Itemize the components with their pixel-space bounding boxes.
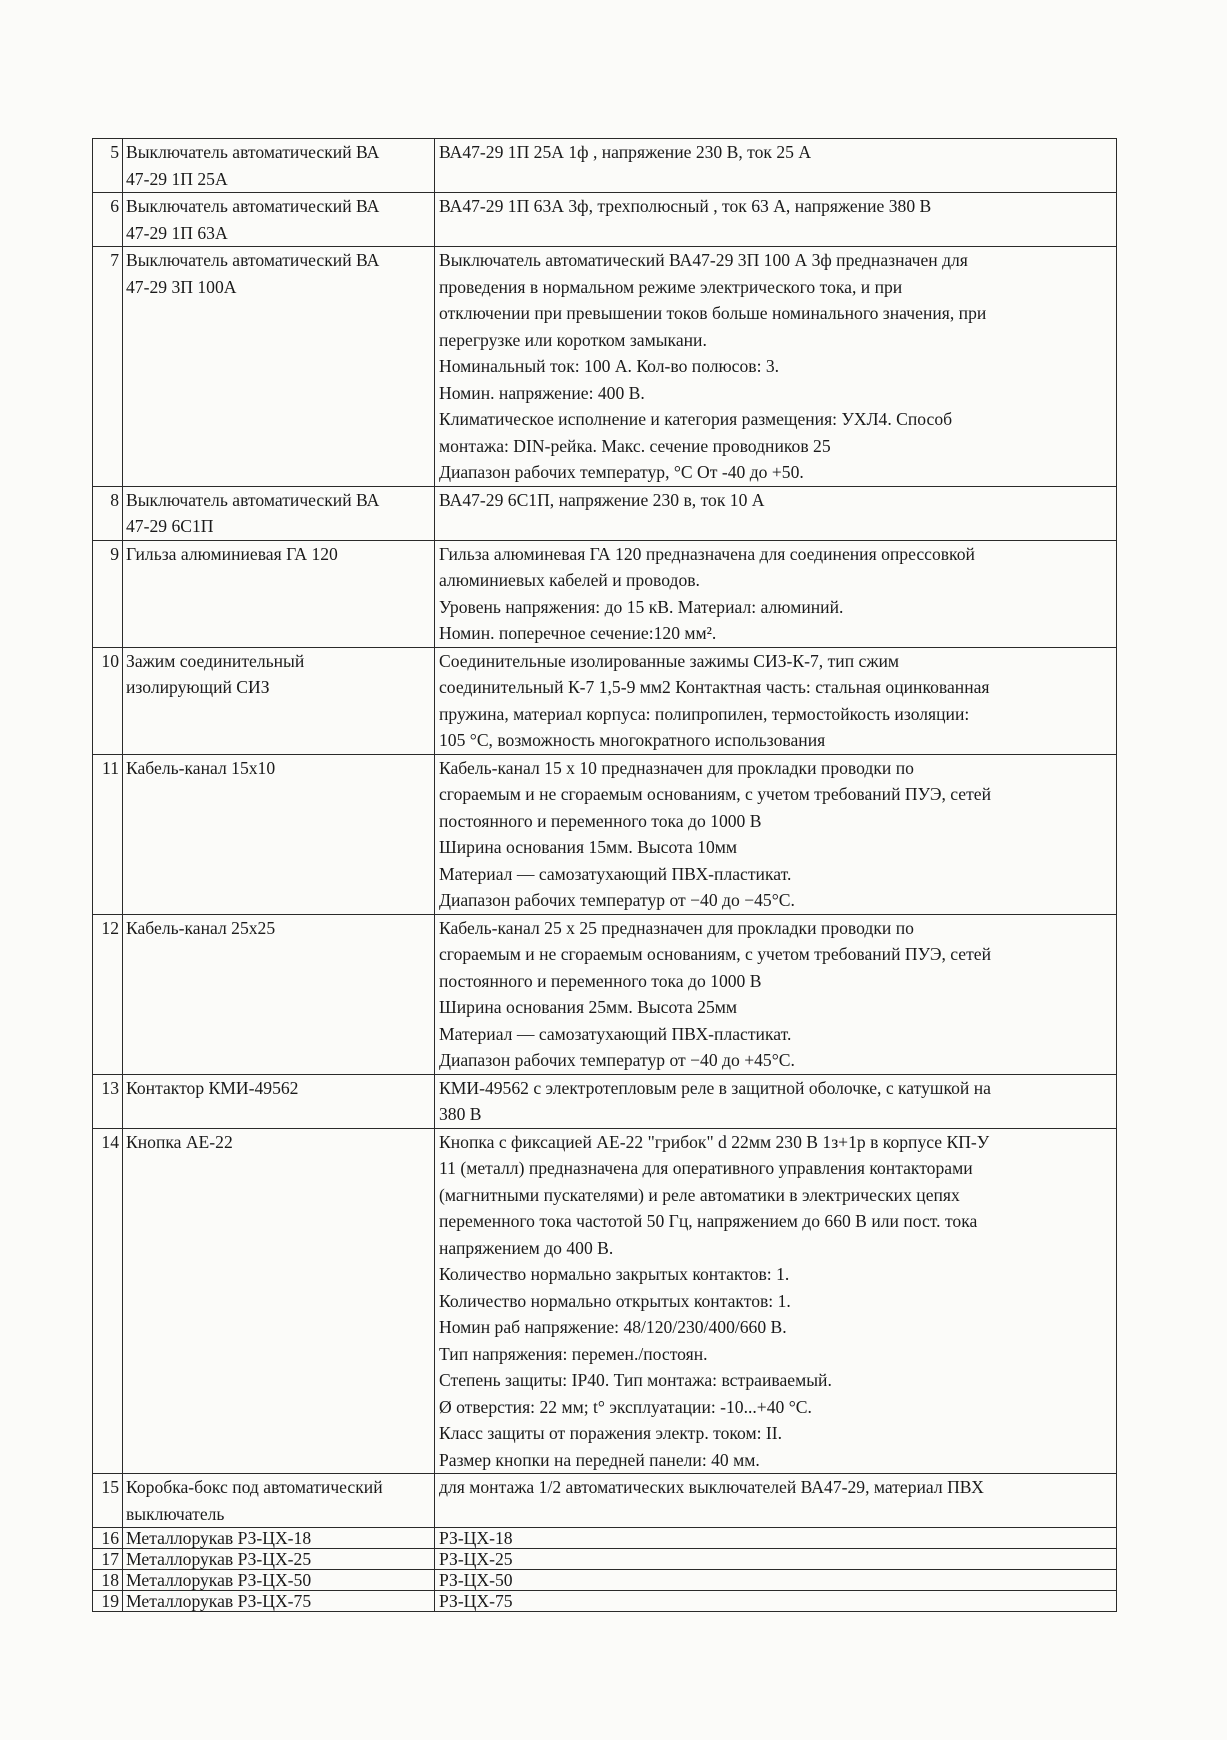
item-description-line: Диапазон рабочих температур, °С От -40 до +50. [439, 462, 804, 482]
item-description-line: Номин. поперечное сечение:120 мм². [439, 623, 717, 643]
item-description-cell [435, 1474, 1117, 1528]
row-number: 16 [93, 1528, 123, 1549]
row-number: 6 [93, 193, 123, 247]
row-number: 19 [93, 1591, 123, 1612]
item-name-line: Выключатель автоматический ВА [126, 196, 380, 216]
item-description-line: алюминиевых кабелей и проводов. [439, 570, 700, 590]
table-row [93, 914, 1117, 1074]
item-name-line: Кабель-канал 25х25 [126, 917, 276, 938]
item-name-cell [123, 1474, 435, 1528]
item-description-line: перегрузке или коротком замыкани. [439, 329, 707, 350]
table-row [93, 1528, 1117, 1549]
item-name-cell [123, 754, 435, 914]
table-row [93, 193, 1117, 247]
item-description-cell [435, 914, 1117, 1074]
item-description-line: (магнитными пускателями) и реле автоматики в электрических цепях [439, 1184, 960, 1205]
row-number: 13 [93, 1074, 123, 1128]
item-name-cell [123, 647, 435, 754]
item-name-line: 47-29 1П 63А [126, 222, 228, 243]
table-row [93, 1570, 1117, 1591]
item-description-line: Степень защиты: IP40. Тип монтажа: встраиваемый. [439, 1370, 832, 1390]
item-name-cell [123, 486, 435, 540]
item-description-line: РЗ-ЦХ-75 [439, 1591, 513, 1611]
item-description-line: Материал — самозатухающий ПВХ-пластикат. [439, 863, 792, 884]
item-description-cell [435, 1128, 1117, 1474]
item-name-line: Кнопка АЕ-22 [126, 1131, 233, 1152]
item-description-cell [435, 540, 1117, 647]
table-row [93, 1128, 1117, 1474]
item-name-line: Гильза алюминиевая ГА 120 [126, 543, 338, 564]
table-row [93, 1474, 1117, 1528]
table-row [93, 1074, 1117, 1128]
item-description-line: Кнопка с фиксацией АЕ-22 "грибок" d 22мм 230 В 1з+1р в корпусе КП-У [439, 1131, 990, 1152]
row-number: 17 [93, 1549, 123, 1570]
item-name-cell [123, 1570, 435, 1591]
item-description-cell [435, 486, 1117, 540]
item-description-line: Соединительные изолированные зажимы СИЗ-К-7, тип сжим [439, 650, 900, 671]
item-description-line: Выключатель автоматический ВА47-29 3П 100 А 3ф предназначен для [439, 250, 968, 270]
row-number: 18 [93, 1570, 123, 1591]
item-description-line: Материал — самозатухающий ПВХ-пластикат. [439, 1023, 792, 1044]
item-name-cell [123, 1549, 435, 1570]
item-description-cell [435, 193, 1117, 247]
item-description-cell [435, 647, 1117, 754]
row-number: 14 [93, 1128, 123, 1474]
row-number: 5 [93, 139, 123, 193]
item-description-cell [435, 1591, 1117, 1612]
item-name-cell [123, 540, 435, 647]
row-number: 7 [93, 247, 123, 487]
table-row [93, 647, 1117, 754]
item-description-line: Гильза алюминевая ГА 120 предназначена для соединения опрессовкой [439, 543, 975, 564]
item-name-line: 47-29 1П 25А [126, 168, 228, 189]
item-name-line: Металлорукав РЗ-ЦХ-50 [126, 1570, 312, 1590]
item-name-cell [123, 1528, 435, 1549]
item-description-line: монтажа: DIN-рейка. Макс. сечение проводников 25 [439, 435, 831, 456]
item-description-cell [435, 1549, 1117, 1570]
specification-table-body [93, 139, 1117, 1612]
table-row [93, 139, 1117, 193]
row-number: 9 [93, 540, 123, 647]
item-description-line: напряжением до 400 В. [439, 1237, 614, 1258]
item-name-cell [123, 1128, 435, 1474]
item-name-line: Металлорукав РЗ-ЦХ-18 [126, 1528, 312, 1548]
item-description-cell [435, 1570, 1117, 1591]
table-row [93, 540, 1117, 647]
item-description-line: отключении при превышении токов больше номинального значения, при [439, 303, 987, 323]
item-description-line: соединительный К-7 1,5-9 мм2 Контактная часть: стальная оцинкованная [439, 677, 990, 697]
row-number: 15 [93, 1474, 123, 1528]
item-description-line: Номин раб напряжение: 48/120/230/400/660 В. [439, 1317, 787, 1337]
row-number: 10 [93, 647, 123, 754]
item-name-line: Коробка-бокс под автоматический [126, 1477, 383, 1497]
item-description-line: Кабель-канал 25 х 25 предназначен для прокладки проводки по [439, 917, 914, 938]
item-name-line: изолирующий СИЗ [126, 677, 270, 697]
item-name-line: Выключатель автоматический ВА [126, 142, 380, 162]
item-description-cell [435, 754, 1117, 914]
item-description-line: Размер кнопки на передней панели: 40 мм. [439, 1449, 760, 1470]
item-description-line: Ширина основания 25мм. Высота 25мм [439, 997, 738, 1017]
item-name-line: Контактор КМИ-49562 [126, 1077, 299, 1098]
item-description-cell [435, 1074, 1117, 1128]
item-description-line: Количество нормально открытых контактов: 1. [439, 1290, 791, 1311]
item-description-line: Климатическое исполнение и категория размещения: УХЛ4. Способ [439, 409, 953, 429]
table-row [93, 1591, 1117, 1612]
item-description-line: Диапазон рабочих температур от −40 до −45°С. [439, 890, 795, 910]
item-description-line: проведения в нормальном режиме электрического тока, и при [439, 276, 903, 297]
item-description-line: Класс защиты от поражения электр. током: II. [439, 1423, 783, 1443]
row-number: 12 [93, 914, 123, 1074]
table-row [93, 486, 1117, 540]
item-name-cell [123, 247, 435, 487]
item-description-line: 380 В [439, 1104, 482, 1124]
item-description-line: Ø отверстия: 22 мм; t° эксплуатации: -10...+40 °С. [439, 1396, 812, 1417]
item-description-line: постоянного и переменного тока до 1000 В [439, 810, 762, 831]
item-description-line: Диапазон рабочих температур от −40 до +45°С. [439, 1050, 795, 1070]
row-number: 11 [93, 754, 123, 914]
item-description-line: 11 (металл) предназначена для оперативного управления контакторами [439, 1158, 973, 1178]
item-description-line: Уровень напряжения: до 15 кВ. Материал: алюминий. [439, 596, 844, 617]
row-number: 8 [93, 486, 123, 540]
item-description-line: Тип напряжения: перемен./постоян. [439, 1343, 708, 1364]
item-name-line: Выключатель автоматический ВА [126, 250, 380, 270]
item-name-line: Металлорукав РЗ-ЦХ-75 [126, 1591, 312, 1611]
item-description-line: 105 °C, возможность многократного использования [439, 730, 826, 750]
table-row [93, 1549, 1117, 1570]
item-description-cell [435, 139, 1117, 193]
item-description-line: ВА47-29 1П 63А 3ф, трехполюсный , ток 63 А, напряжение 380 В [439, 196, 932, 216]
item-name-cell [123, 193, 435, 247]
item-description-line: ВА47-29 1П 25А 1ф , напряжение 230 В, ток 25 А [439, 142, 812, 162]
item-name-line: Кабель-канал 15х10 [126, 757, 276, 778]
item-name-cell [123, 914, 435, 1074]
item-description-line: КМИ-49562 с электротепловым реле в защитной оболочке, с катушкой на [439, 1077, 991, 1098]
item-description-line: Ширина основания 15мм. Высота 10мм [439, 837, 738, 857]
item-description-line: переменного тока частотой 50 Гц, напряжением до 660 В или пост. тока [439, 1211, 978, 1231]
item-name-line: 47-29 6С1П [126, 516, 214, 536]
item-description-line: РЗ-ЦХ-25 [439, 1549, 513, 1569]
item-name-line: Выключатель автоматический ВА [126, 489, 380, 510]
item-description-cell [435, 1528, 1117, 1549]
item-description-line: Номин. напряжение: 400 В. [439, 382, 645, 403]
item-description-line: пружина, материал корпуса: полипропилен, термостойкость изоляции: [439, 703, 970, 724]
item-name-cell [123, 139, 435, 193]
item-description-line: РЗ-ЦХ-50 [439, 1570, 513, 1590]
item-description-line: РЗ-ЦХ-18 [439, 1528, 513, 1548]
item-description-line: Номинальный ток: 100 А. Кол-во полюсов: 3. [439, 356, 780, 376]
item-description-line: постоянного и переменного тока до 1000 В [439, 970, 762, 991]
item-description-line: Количество нормально закрытых контактов: 1. [439, 1264, 790, 1284]
item-description-line: сгораемым и не сгораемым основаниям, с учетом требований ПУЭ, сетей [439, 784, 991, 804]
item-description-line: ВА47-29 6С1П, напряжение 230 в, ток 10 А [439, 489, 765, 510]
item-name-cell [123, 1074, 435, 1128]
item-name-line: 47-29 3П 100А [126, 276, 237, 297]
item-name-cell [123, 1591, 435, 1612]
item-name-line: выключатель [126, 1503, 225, 1524]
table-row [93, 247, 1117, 487]
item-name-line: Зажим соединительный [126, 650, 305, 671]
table-row [93, 754, 1117, 914]
item-description-line: сгораемым и не сгораемым основаниям, с учетом требований ПУЭ, сетей [439, 944, 991, 964]
item-description-cell [435, 247, 1117, 487]
item-description-line: Кабель-канал 15 х 10 предназначен для прокладки проводки по [439, 757, 914, 778]
specification-table [92, 138, 1117, 1612]
item-name-line: Металлорукав РЗ-ЦХ-25 [126, 1549, 312, 1569]
item-description-line: для монтажа 1/2 автоматических выключателей ВА47-29, материал ПВХ [439, 1477, 984, 1497]
